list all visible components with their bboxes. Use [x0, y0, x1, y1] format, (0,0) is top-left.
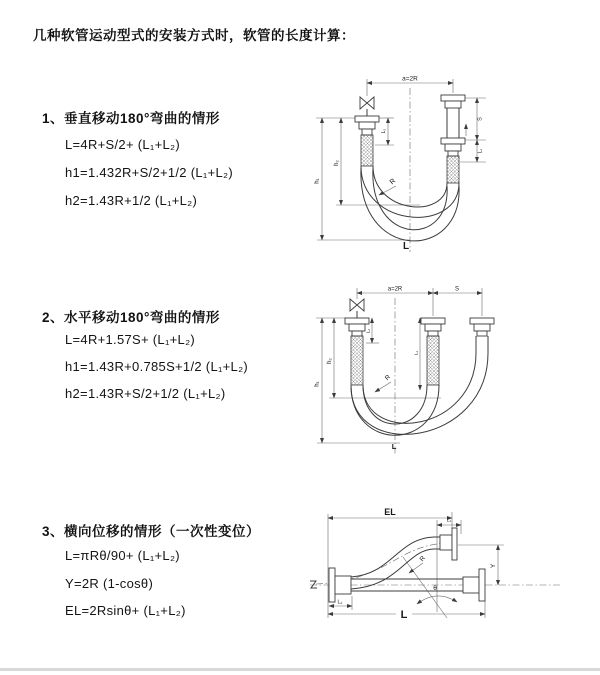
length-label: L — [391, 442, 397, 451]
diagram-lateral-displacement — [300, 498, 600, 663]
dim-label-s: S — [454, 286, 460, 293]
section-2-heading: 2、水平移动180°弯曲的情形 — [42, 310, 220, 325]
right-pipe-fitting — [470, 318, 494, 353]
dim-label-s: S — [477, 117, 484, 121]
dim-label-l2: L₂ — [337, 599, 343, 606]
section-3-formula-Y: Y=2R (1-cosθ) — [65, 576, 154, 591]
left-pipe-fitting — [355, 116, 379, 166]
valve-icon — [360, 97, 374, 116]
dim-label-h2: h₂ — [327, 358, 333, 364]
section-1-formula-L: L=4R+S/2+ (L₁+L₂) — [65, 137, 180, 152]
dim-label-l1: L₁ — [477, 148, 484, 154]
section-1-formula-h2: h2=1.43R+1/2 (L₁+L₂) — [65, 193, 198, 208]
right-pipe-fitting — [441, 95, 465, 183]
dim-label-l1: L₁ — [446, 517, 452, 524]
radius-label: R — [383, 373, 393, 383]
dim-label-h1: h₁ — [314, 178, 321, 184]
dim-label-l2: L₂ — [381, 128, 387, 134]
dim-label-y: Y — [490, 563, 497, 569]
section-3-heading: 3、横向位移的情形（一次性变位） — [42, 524, 261, 539]
dimension-lines — [310, 512, 560, 618]
length-label: L — [402, 241, 410, 252]
diagram-horizontal-180-bend — [300, 278, 600, 468]
dim-label-l1: L₁ — [414, 350, 420, 356]
valve-icon — [350, 299, 364, 318]
braided-hose-section — [351, 336, 363, 385]
section-1-formula-h1: h1=1.432R+S/2+1/2 (L₁+L₂) — [65, 165, 233, 180]
radius-label: R — [418, 554, 428, 564]
left-flange — [329, 568, 351, 602]
radius-label: R — [388, 177, 398, 187]
centerline-break-symbol — [310, 581, 317, 588]
dim-label-l2: L₂ — [366, 328, 372, 334]
section-2-formula-h1: h1=1.43R+0.785S+1/2 (L₁+L₂) — [65, 359, 249, 374]
dim-label-a2r: a=2R — [402, 75, 418, 83]
u-bend-hose — [361, 166, 459, 241]
length-label: L — [400, 609, 408, 621]
dim-label-el: EL — [384, 507, 396, 517]
section-3-formula-L: L=πRθ/90+ (L₁+L₂) — [65, 548, 180, 563]
section-2-formula-h2: h2=1.43R+S/2+1/2 (L₁+L₂) — [65, 386, 226, 401]
braided-hose-section — [427, 336, 439, 385]
braided-hose-section — [447, 156, 459, 183]
dimension-lines — [316, 288, 482, 455]
left-pipe-fitting — [345, 318, 369, 385]
diagram-vertical-180-bend — [300, 68, 600, 263]
dim-label-h1: h₁ — [314, 381, 321, 387]
section-3-formula-EL: EL=2Rsinθ+ (L₁+L₂) — [65, 603, 186, 618]
dim-label-h2: h₂ — [334, 160, 340, 166]
page-bottom-edge — [0, 668, 600, 671]
radius-leader-line — [375, 382, 391, 392]
braided-hose-section — [361, 135, 373, 166]
section-2-formula-L: L=4R+1.57S+ (L₁+L₂) — [65, 332, 196, 347]
section-1-heading: 1、垂直移动180°弯曲的情形 — [42, 111, 220, 126]
middle-pipe-fitting — [421, 318, 445, 385]
page-title: 几种软管运动型式的安装方式时，软管的长度计算： — [33, 28, 355, 43]
angle-label: θ — [433, 585, 437, 592]
dim-label-a2r: a=2R — [387, 286, 403, 293]
u-bend-hoses — [351, 353, 488, 435]
